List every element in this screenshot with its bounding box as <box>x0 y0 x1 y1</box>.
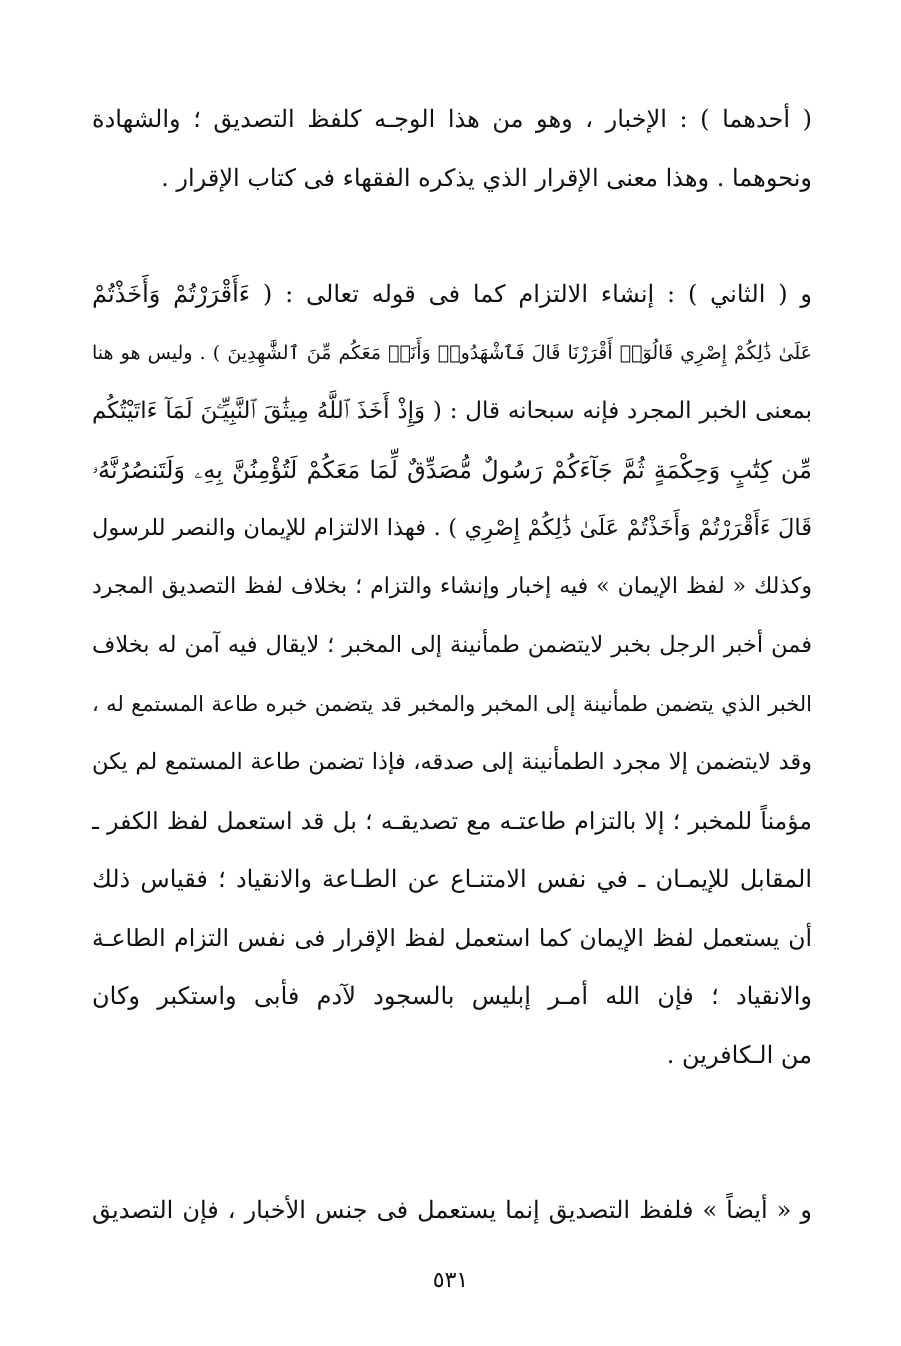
paragraph-second-meaning <box>92 265 812 1084</box>
text-line: وقد لايتضمن إلا مجرد الطمأنينة إلى صدقه، فإذا تضمن طاعة المستمع لم يكن <box>92 749 812 775</box>
paragraph-also <box>92 1181 812 1240</box>
text-line: و ( الثاني ) : إنشاء الالتزام كما فى قوله تعالى : ( ءَأَقْرَرْتُمْ وَأَخَذْتُمْ <box>92 280 812 308</box>
text-line: ونحوهما . وهذا معنى الإقرار الذي يذكره الفقهاء فى كتاب الإقرار . <box>161 163 812 192</box>
text-line: وكذلك « لفظ الإيمان » فيه إخبار وإنشاء والتزام ؛ بخلاف لفظ التصديق المجرد <box>92 573 812 599</box>
text-line: ( أحدهما ) : الإخبار ، وهو من هذا الوجـه كلفظ التصديق ؛ والشهادة <box>92 105 812 133</box>
text-line: الخبر الذي يتضمن طمأنينة إلى المخبر والمخبر قد يتضمن خبره طاعة المستمع له ، <box>92 691 812 716</box>
quran-verse-line: مِّن كِتَٰبٍ وَحِكْمَةٍ ثُمَّ جَآءَكُمْ رَسُولٌ مُّصَدِّقٌ لِّمَا مَعَكُمْ لَتُؤْمِنُنَّ بِهِۦ وَلَتَنصُرُنَّهُۥ <box>92 455 812 484</box>
text-line: أن يستعمل لفظ الإيمان كما استعمل لفظ الإقرار فى نفس التزام الطاعـة <box>92 923 812 952</box>
page-number: ٥٣١ <box>432 1268 469 1293</box>
text-line: فمن أخبر الرجل بخبر لايتضمن طمأنينة إلى المخبر ؛ لايقال فيه آمن له بخلاف <box>92 632 812 658</box>
text-line: قَالَ ءَأَقْرَرْتُمْ وَأَخَذْتُمْ عَلَىٰ ذَٰلِكُمْ إِصْرِي ) . فهذا الالتزام للإيمان والنصر للرسول <box>92 515 812 541</box>
text-line: من الـكافرين . <box>666 1040 812 1069</box>
text-line: بمعنى الخبر المجرد فإنه سبحانه قال : ( وَإِذْ أَخَذَ ٱللَّهُ مِيثَٰقَ ٱلنَّبِيِّـۧنَ لَمَآ ءَاتَيْتُكُم <box>92 398 812 424</box>
quran-verse-line: عَلَىٰ ذَٰلِكُمْ إِصْرِي قَالُوٓا۟ أَقْرَرْنَا قَالَ فَٱشْهَدُوا۟ وَأَنَا۠ مَعَكُم مِّنَ ٱلشَّٰهِدِينَ ) . وليس هو هنا <box>92 341 812 364</box>
text-line: والانقياد ؛ فإن الله أمـر إبليس بالسجود لآدم فأبى واستكبر وكان <box>92 982 812 1010</box>
text-line: مؤمناً للمخبر ؛ إلا بالتزام طاعتـه مع تصديقـه ؛ بل قد استعمل لفظ الكفر ـ <box>92 806 812 835</box>
text-line: المقابل للإيمـان ـ في نفس الامتنـاع عن الطـاعة والانقياد ؛ فقياس ذلك <box>92 865 812 893</box>
paragraph-first-meaning <box>92 90 812 207</box>
text-line: و « أيضاً » فلفظ التصديق إنما يستعمل فى جنس الأخبار ، فإن التصديق <box>92 1196 812 1224</box>
